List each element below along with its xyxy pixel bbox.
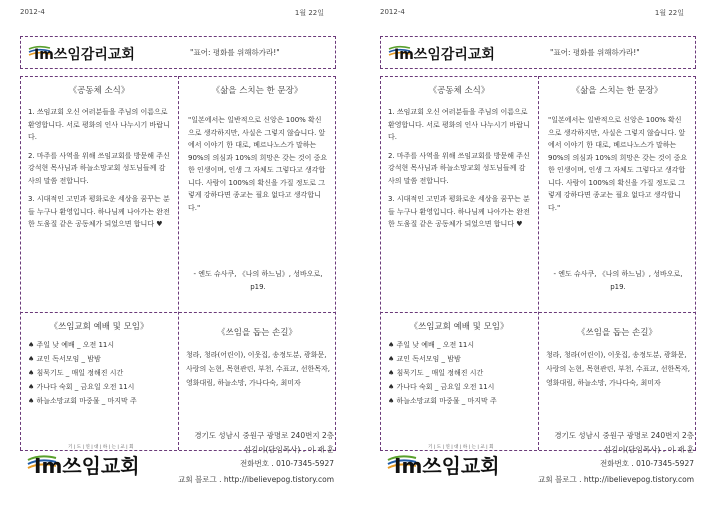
community-news-list — [388, 106, 532, 231]
worship-list — [388, 338, 536, 408]
footer-logo-name: Im쓰임교회 — [394, 454, 500, 478]
sentence-source: - 엔도 슈사쿠, 《나의 하느님》, 성바오로, p19. — [553, 270, 683, 291]
bulletin-week: 1월 22일 — [294, 9, 324, 17]
bulletin-page-left — [6, 0, 354, 508]
bulletin-footer — [6, 420, 354, 500]
bulletin-header — [20, 36, 336, 68]
bulletin-frame — [380, 36, 696, 450]
helping-hands-title: 《쓰임을 돕는 손길》 — [217, 328, 297, 338]
pastor-name: 섬김이(담임목사) . 이 재 훈 — [603, 445, 694, 454]
sentence-title: 《삶을 스치는 한 문장》 — [571, 86, 663, 96]
church-logo — [388, 41, 538, 63]
church-blog-link[interactable]: 교회 블로그 . http://ibelievepog.tistory.com — [178, 475, 334, 484]
phone-number: 전화번호 . 010-7345-5927 — [239, 459, 334, 468]
helping-hands-body: 청라, 청라(어린이), 이웃집, 송정도분, 광화문, 사랑의 논현, 목현관린, 부천, 수표교, 선한목자, 영화대림, 하늘소망, 가나다숙, 최미자 — [186, 351, 330, 387]
community-news-item: 2. 마주를 사역을 위해 쓰임교회를 방문해 주신 강석현 목사님과 하늘소망교회 성도님들께 감사의 말씀 전합니다. — [28, 151, 170, 185]
church-address: 경기도 성남시 중원구 광명로 240번지 2층 — [554, 431, 694, 440]
community-news-item: 1. 쓰임교회 오신 여러분들을 주님의 이름으로 환영합니다. 서로 평화의 인사 나누시기 바랍니다. — [388, 108, 530, 141]
worship-item: ♠ 주일 낮 예배 _ 오전 11시 — [388, 341, 475, 349]
worship-item: ♠ 가나다 숙회 _ 금요일 오전 11시 — [28, 383, 135, 391]
bulletin-date: 2012-4 — [20, 8, 45, 16]
community-news-list — [28, 106, 172, 231]
worship-item: ♠ 교인 독서모임 _ 밤밤 — [28, 355, 101, 363]
community-news-item: 3. 시대적인 고민과 평화로운 세상을 꿈꾸는 분들 누구나 환영입니다. 하나님께 나아가는 완전한 도움질 같은 공동체가 되었으면 합니다 ♥ — [28, 195, 170, 228]
church-motto: "표어: 평화를 위해하가라!" — [190, 48, 280, 57]
sentence-body: "일본에서는 일반적으로 신앙은 100% 확신으로 생각하지만, 사실은 그렇지 않습니다. 앞에서 이야기 한 대로, 베르나노스가 말하는 90%의 의심과 10%의 희망은 갖는 것이 중요한 인생이며, 인생 그 자체도 그렇다고 생각합니다. 사람이 100%의 확신을 가질 정도로 그렇게 강하다면 종교는 필요 없다고 생각합니다." — [188, 116, 328, 212]
page-topline — [20, 8, 340, 20]
worship-item: ♠ 가나다 숙회 _ 금요일 오전 11시 — [388, 383, 495, 391]
community-news-item: 3. 시대적인 고민과 평화로운 세상을 꿈꾸는 분들 누구나 환영입니다. 하나님께 나아가는 완전한 도움질 같은 공동체가 되었으면 합니다 ♥ — [388, 195, 530, 228]
worship-item: ♠ 교인 독서모임 _ 밤밤 — [388, 355, 461, 363]
worship-item: ♠ 하늘소망교회 마중물 _ 마지막 주 — [388, 397, 497, 405]
worship-title: 《쓰임교회 예배 및 모임》 — [49, 322, 149, 332]
community-news-item: 2. 마주를 사역을 위해 쓰임교회를 방문해 주신 강석현 목사님과 하늘소망교회 성도님들께 감사의 말씀 전합니다. — [388, 151, 530, 185]
footer-logo-name: Im쓰임교회 — [34, 454, 140, 478]
bulletin-date: 2012-4 — [380, 8, 405, 16]
footer-logo-subtitle: 기 | 도 | 연 | 대 | 하 | 는 | 교 | 회 — [68, 445, 134, 450]
sentence-body: "일본에서는 일반적으로 신앙은 100% 확신으로 생각하지만, 사실은 그렇지 않습니다. 앞에서 이야기 한 대로, 베르나노스가 말하는 90%의 의심과 10%의 희망은 갖는 것이 중요한 인생이며, 인생 그 자체도 그렇다고 생각합니다. 사람이 100%의 확신을 가질 정도로 그렇게 강하다면 종교는 필요 없다고 생각합니다." — [548, 116, 688, 212]
worship-item: ♠ 침묵기도 _ 매일 정해진 시간 — [388, 369, 484, 377]
bulletin-header — [380, 36, 696, 68]
worship-item: ♠ 주일 낮 예배 _ 오전 11시 — [28, 341, 115, 349]
church-name: Im쓰임감리교회 — [394, 47, 495, 63]
community-news-title: 《공동체 소식》 — [428, 86, 490, 96]
church-name: Im쓰임감리교회 — [34, 47, 135, 63]
footer-logo-subtitle: 기 | 도 | 연 | 대 | 하 | 는 | 교 | 회 — [428, 445, 494, 450]
community-news-title: 《공동체 소식》 — [68, 86, 130, 96]
bulletin-page-right — [366, 0, 714, 508]
church-footer-logo — [26, 440, 176, 480]
phone-number: 전화번호 . 010-7345-5927 — [599, 459, 694, 468]
helping-hands-body: 청라, 청라(어린이), 이웃집, 송정도분, 광화문, 사랑의 논현, 목현관린, 부천, 수표교, 선한목자, 영화대림, 하늘소망, 가나다숙, 최미자 — [546, 351, 690, 387]
pastor-name: 섬김이(담임목사) . 이 재 훈 — [243, 445, 334, 454]
worship-item: ♠ 침묵기도 _ 매일 정해진 시간 — [28, 369, 124, 377]
bulletin-frame — [20, 36, 336, 450]
church-blog-link[interactable]: 교회 블로그 . http://ibelievepog.tistory.com — [538, 475, 694, 484]
helping-hands-title: 《쓰임을 돕는 손길》 — [577, 328, 657, 338]
worship-list — [28, 338, 176, 408]
bulletin-footer — [366, 420, 714, 500]
worship-title: 《쓰임교회 예배 및 모임》 — [409, 322, 509, 332]
community-news-item: 1. 쓰임교회 오신 여러분들을 주님의 이름으로 환영합니다. 서로 평화의 인사 나누시기 바랍니다. — [28, 108, 170, 141]
sentence-source: - 엔도 슈사쿠, 《나의 하느님》, 성바오로, p19. — [193, 270, 323, 291]
page-topline — [380, 8, 700, 20]
bulletin-week: 1월 22일 — [654, 9, 684, 17]
sentence-title: 《삶을 스치는 한 문장》 — [211, 86, 303, 96]
church-footer-logo — [386, 440, 536, 480]
church-motto: "표어: 평화를 위해하가라!" — [550, 48, 640, 57]
church-address: 경기도 성남시 중원구 광명로 240번지 2층 — [194, 431, 334, 440]
worship-item: ♠ 하늘소망교회 마중물 _ 마지막 주 — [28, 397, 137, 405]
church-logo — [28, 41, 178, 63]
